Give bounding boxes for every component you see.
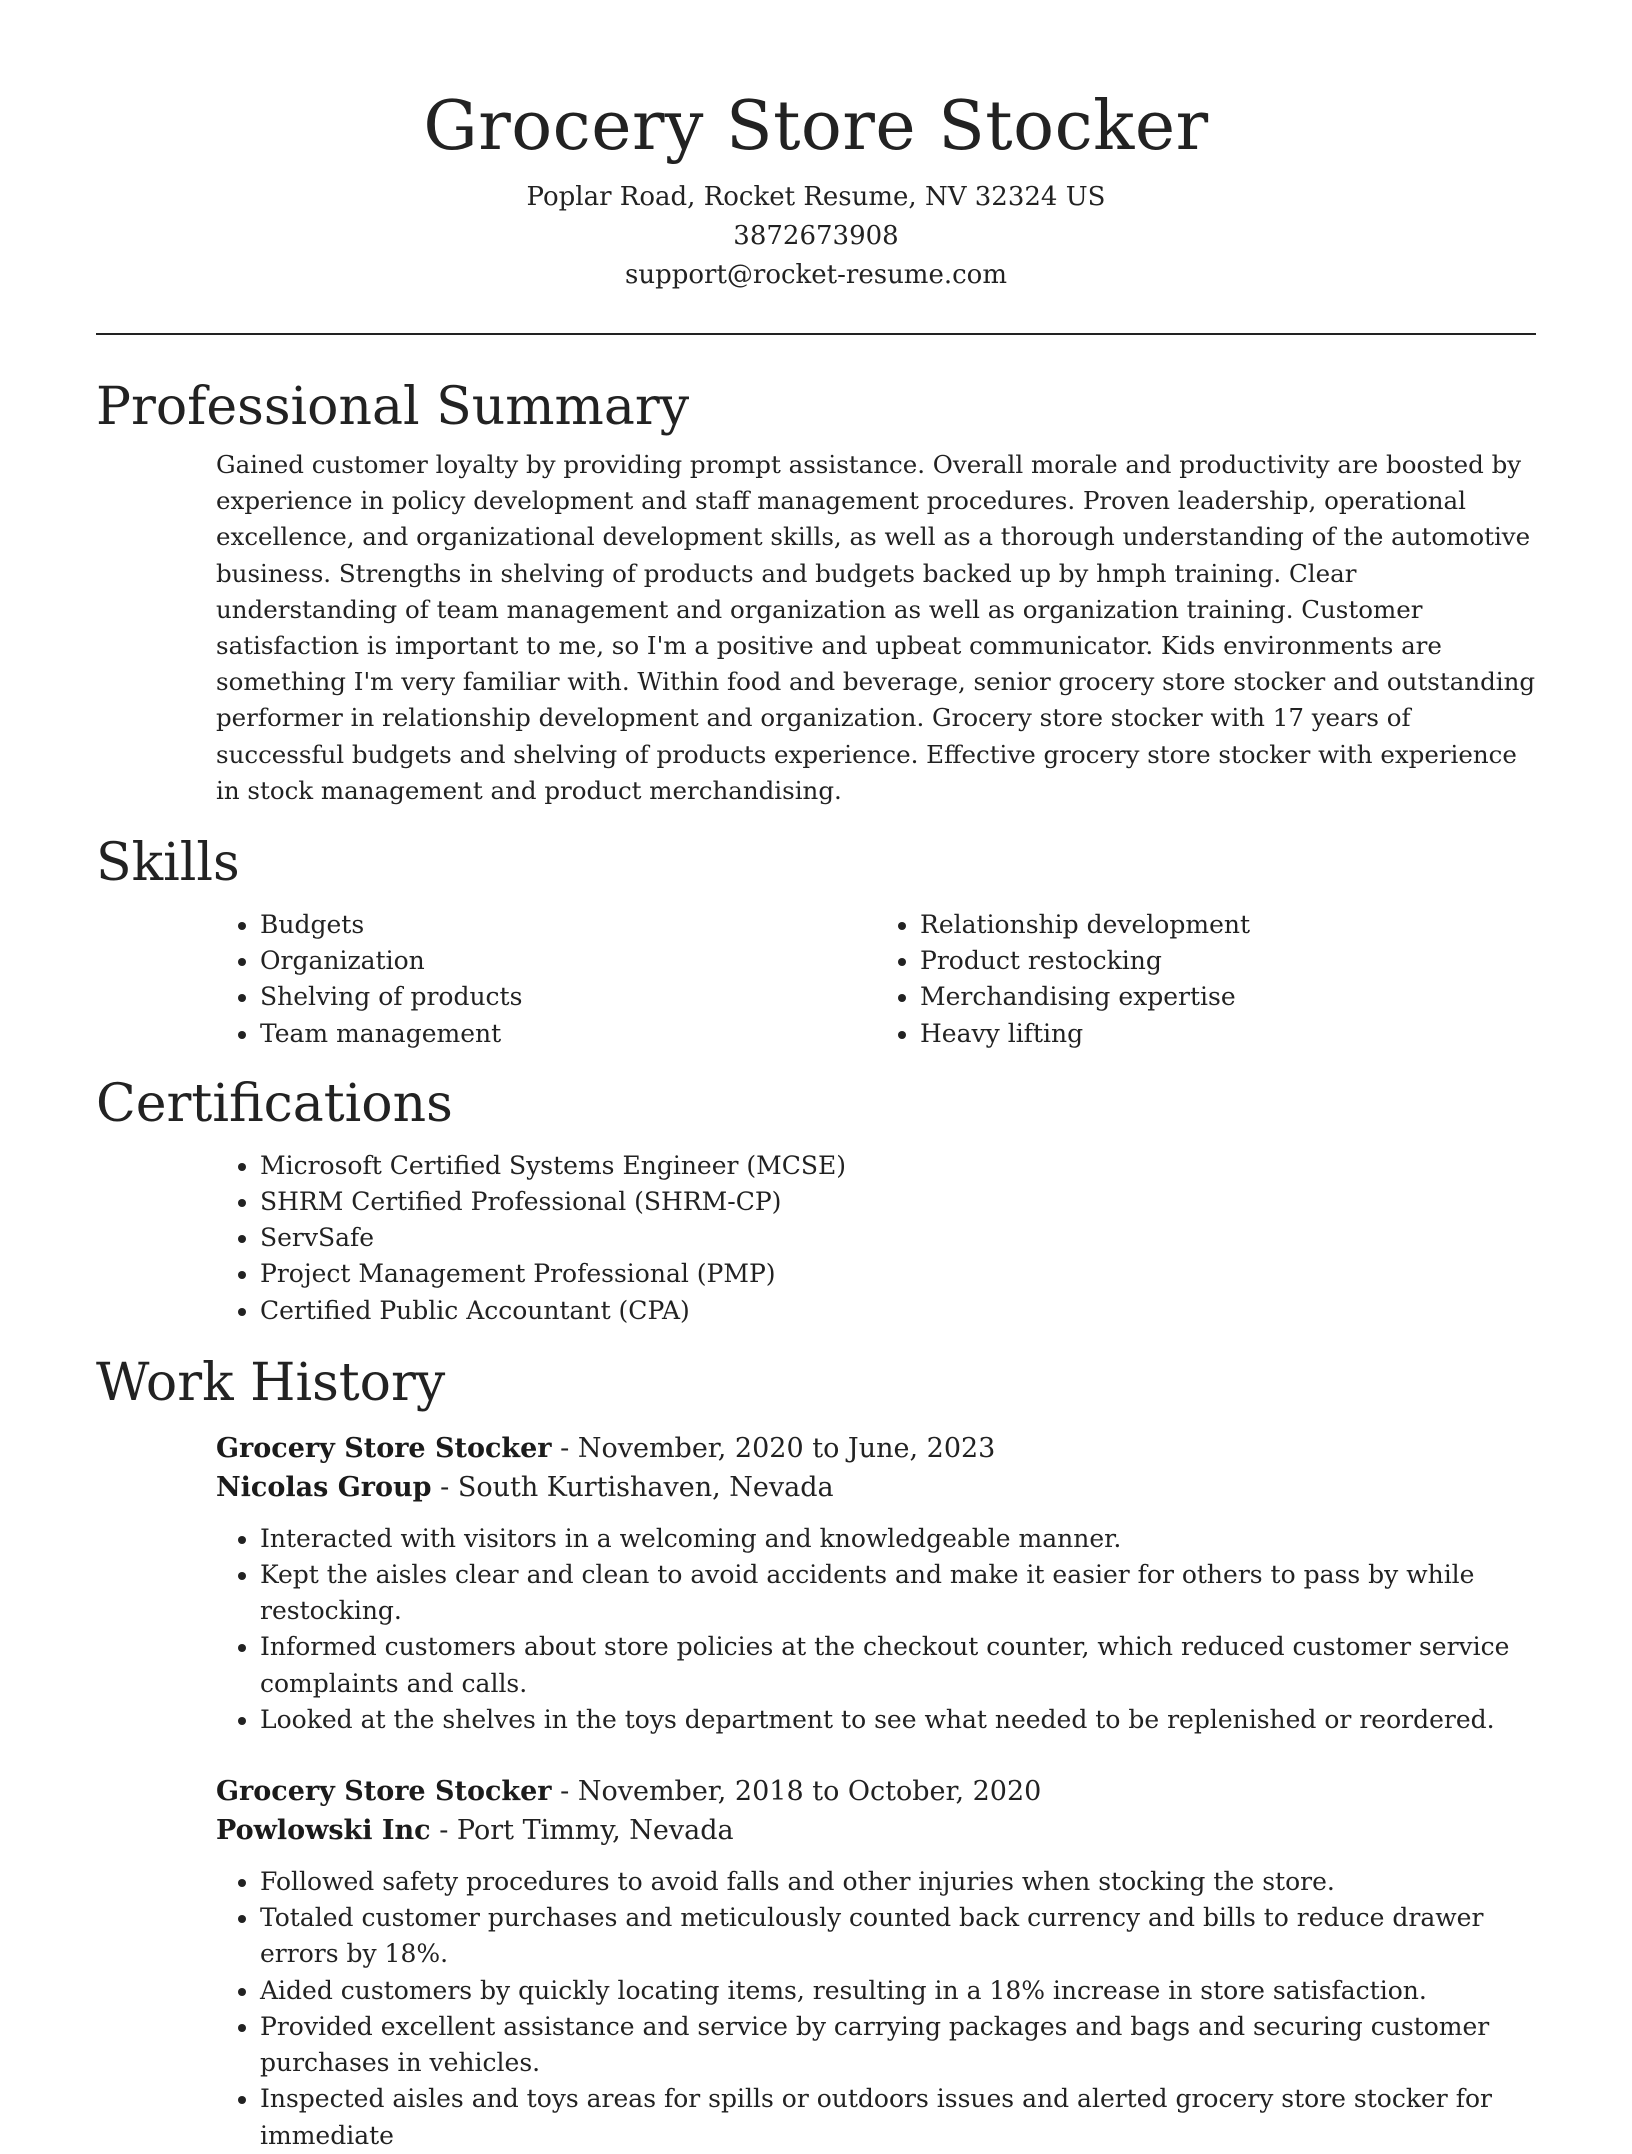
list-item: • Microsoft Certified Systems Engineer (MCSE) [260, 1148, 1536, 1184]
summary-section [96, 375, 1536, 809]
job-title-line [216, 1772, 1536, 1811]
job-dates: - November, 2020 to June, 2023 [551, 1432, 996, 1464]
job-entry [96, 1772, 1536, 2154]
phone: 3872673908 [733, 221, 899, 251]
job-dates: - November, 2018 to October, 2020 [551, 1776, 1042, 1808]
certifications-heading: Certifications [96, 1073, 453, 1134]
job-title: Grocery Store Stocker [216, 1432, 552, 1464]
list-item: • Certified Public Accountant (CPA) [260, 1293, 1536, 1329]
work-history-section [96, 1351, 1536, 2154]
work-history-heading: Work History [96, 1352, 446, 1413]
job-title: Grocery Store Stocker [216, 1776, 552, 1808]
skills-section [96, 831, 1536, 1052]
list-item: • SHRM Certified Professional (SHRM-CP) [260, 1184, 1536, 1220]
list-item: • Totaled customer purchases and meticulously counted back currency and bills to reduce drawer errors by 18%. [260, 1900, 1536, 1972]
list-item: • Budgets [260, 907, 876, 943]
list-item: • Provided excellent assistance and service by carrying packages and bags and securing customer purchases in vehicles. [260, 2009, 1536, 2081]
email: support@rocket-resume.com [624, 260, 1007, 290]
certifications-section [96, 1072, 1536, 1329]
list-item: • Aided customers by quickly locating items, resulting in a 18% increase in store satisfaction. [260, 1973, 1536, 2009]
skills-heading: Skills [96, 833, 240, 894]
job-company: Nicolas Group [216, 1471, 432, 1503]
list-item: • ServSafe [260, 1220, 1536, 1256]
job-company-line [216, 1811, 1536, 1850]
header-divider [96, 333, 1536, 335]
job-entry [96, 1429, 1536, 1738]
list-item: • Followed safety procedures to avoid falls and other injuries when stocking the store. [260, 1864, 1536, 1900]
job-bullets [216, 1521, 1536, 1738]
job-location: - South Kurtishaven, Nevada [431, 1471, 834, 1503]
list-item: • Heavy lifting [920, 1016, 1536, 1052]
list-item: • Product restocking [920, 943, 1536, 979]
job-location: - Port Timmy, Nevada [430, 1815, 734, 1847]
list-item: • Informed customers about store policies at the checkout counter, which reduced customer service complaints and calls. [260, 1629, 1536, 1701]
list-item: • Interacted with visitors in a welcoming and knowledgeable manner. [260, 1521, 1536, 1557]
contact-info [96, 178, 1536, 295]
list-item: • Kept the aisles clear and clean to avoid accidents and make it easier for others to pass by while restocking. [260, 1557, 1536, 1629]
job-company-line [216, 1468, 1536, 1507]
job-title-line [216, 1429, 1536, 1468]
skills-right-list [876, 907, 1536, 1052]
list-item: • Looked at the shelves in the toys department to see what needed to be replenished or reordered. [260, 1702, 1536, 1738]
list-item: • Inspected aisles and toys areas for spills or outdoors issues and alerted grocery store stocker for immediate [260, 2081, 1536, 2153]
list-item: • Merchandising expertise [920, 979, 1536, 1015]
candidate-name: Grocery Store Stocker [423, 87, 1209, 166]
list-item: • Organization [260, 943, 876, 979]
skills-left-list [216, 907, 876, 1052]
summary-heading: Professional Summary [96, 377, 690, 437]
list-item: • Relationship development [920, 907, 1536, 943]
job-bullets [216, 1864, 1536, 2154]
certifications-list [216, 1148, 1536, 1329]
job-company: Powlowski Inc [216, 1815, 431, 1847]
address: Poplar Road, Rocket Resume, NV 32324 US [526, 182, 1106, 212]
list-item: • Team management [260, 1016, 876, 1052]
list-item: • Project Management Professional (PMP) [260, 1256, 1536, 1292]
summary-text: Gained customer loyalty by providing prompt assistance. Overall morale and productivity are boosted by experience in policy development and staff management procedures. Proven leadership, operational excellence, and organizational development skills, as well as a thorough understanding of the automotive business. Strengths in shelving of products and budgets backed up by hmph training. Clear understanding of team management and organization as well as organization training. Customer satisfaction is important to me, so I'm a positive and upbeat communicator. Kids environments are something I'm very familiar with. Within food and beverage, senior grocery store stocker and outstanding performer in relationship development and organization. Grocery store stocker with 17 years of successful budgets and shelving of products experience. Effective grocery store stocker with experience in stock management and product merchandising. [216, 450, 1536, 805]
skills-grid [96, 907, 1536, 1052]
resume-header [96, 0, 1536, 295]
list-item: • Shelving of products [260, 979, 876, 1015]
